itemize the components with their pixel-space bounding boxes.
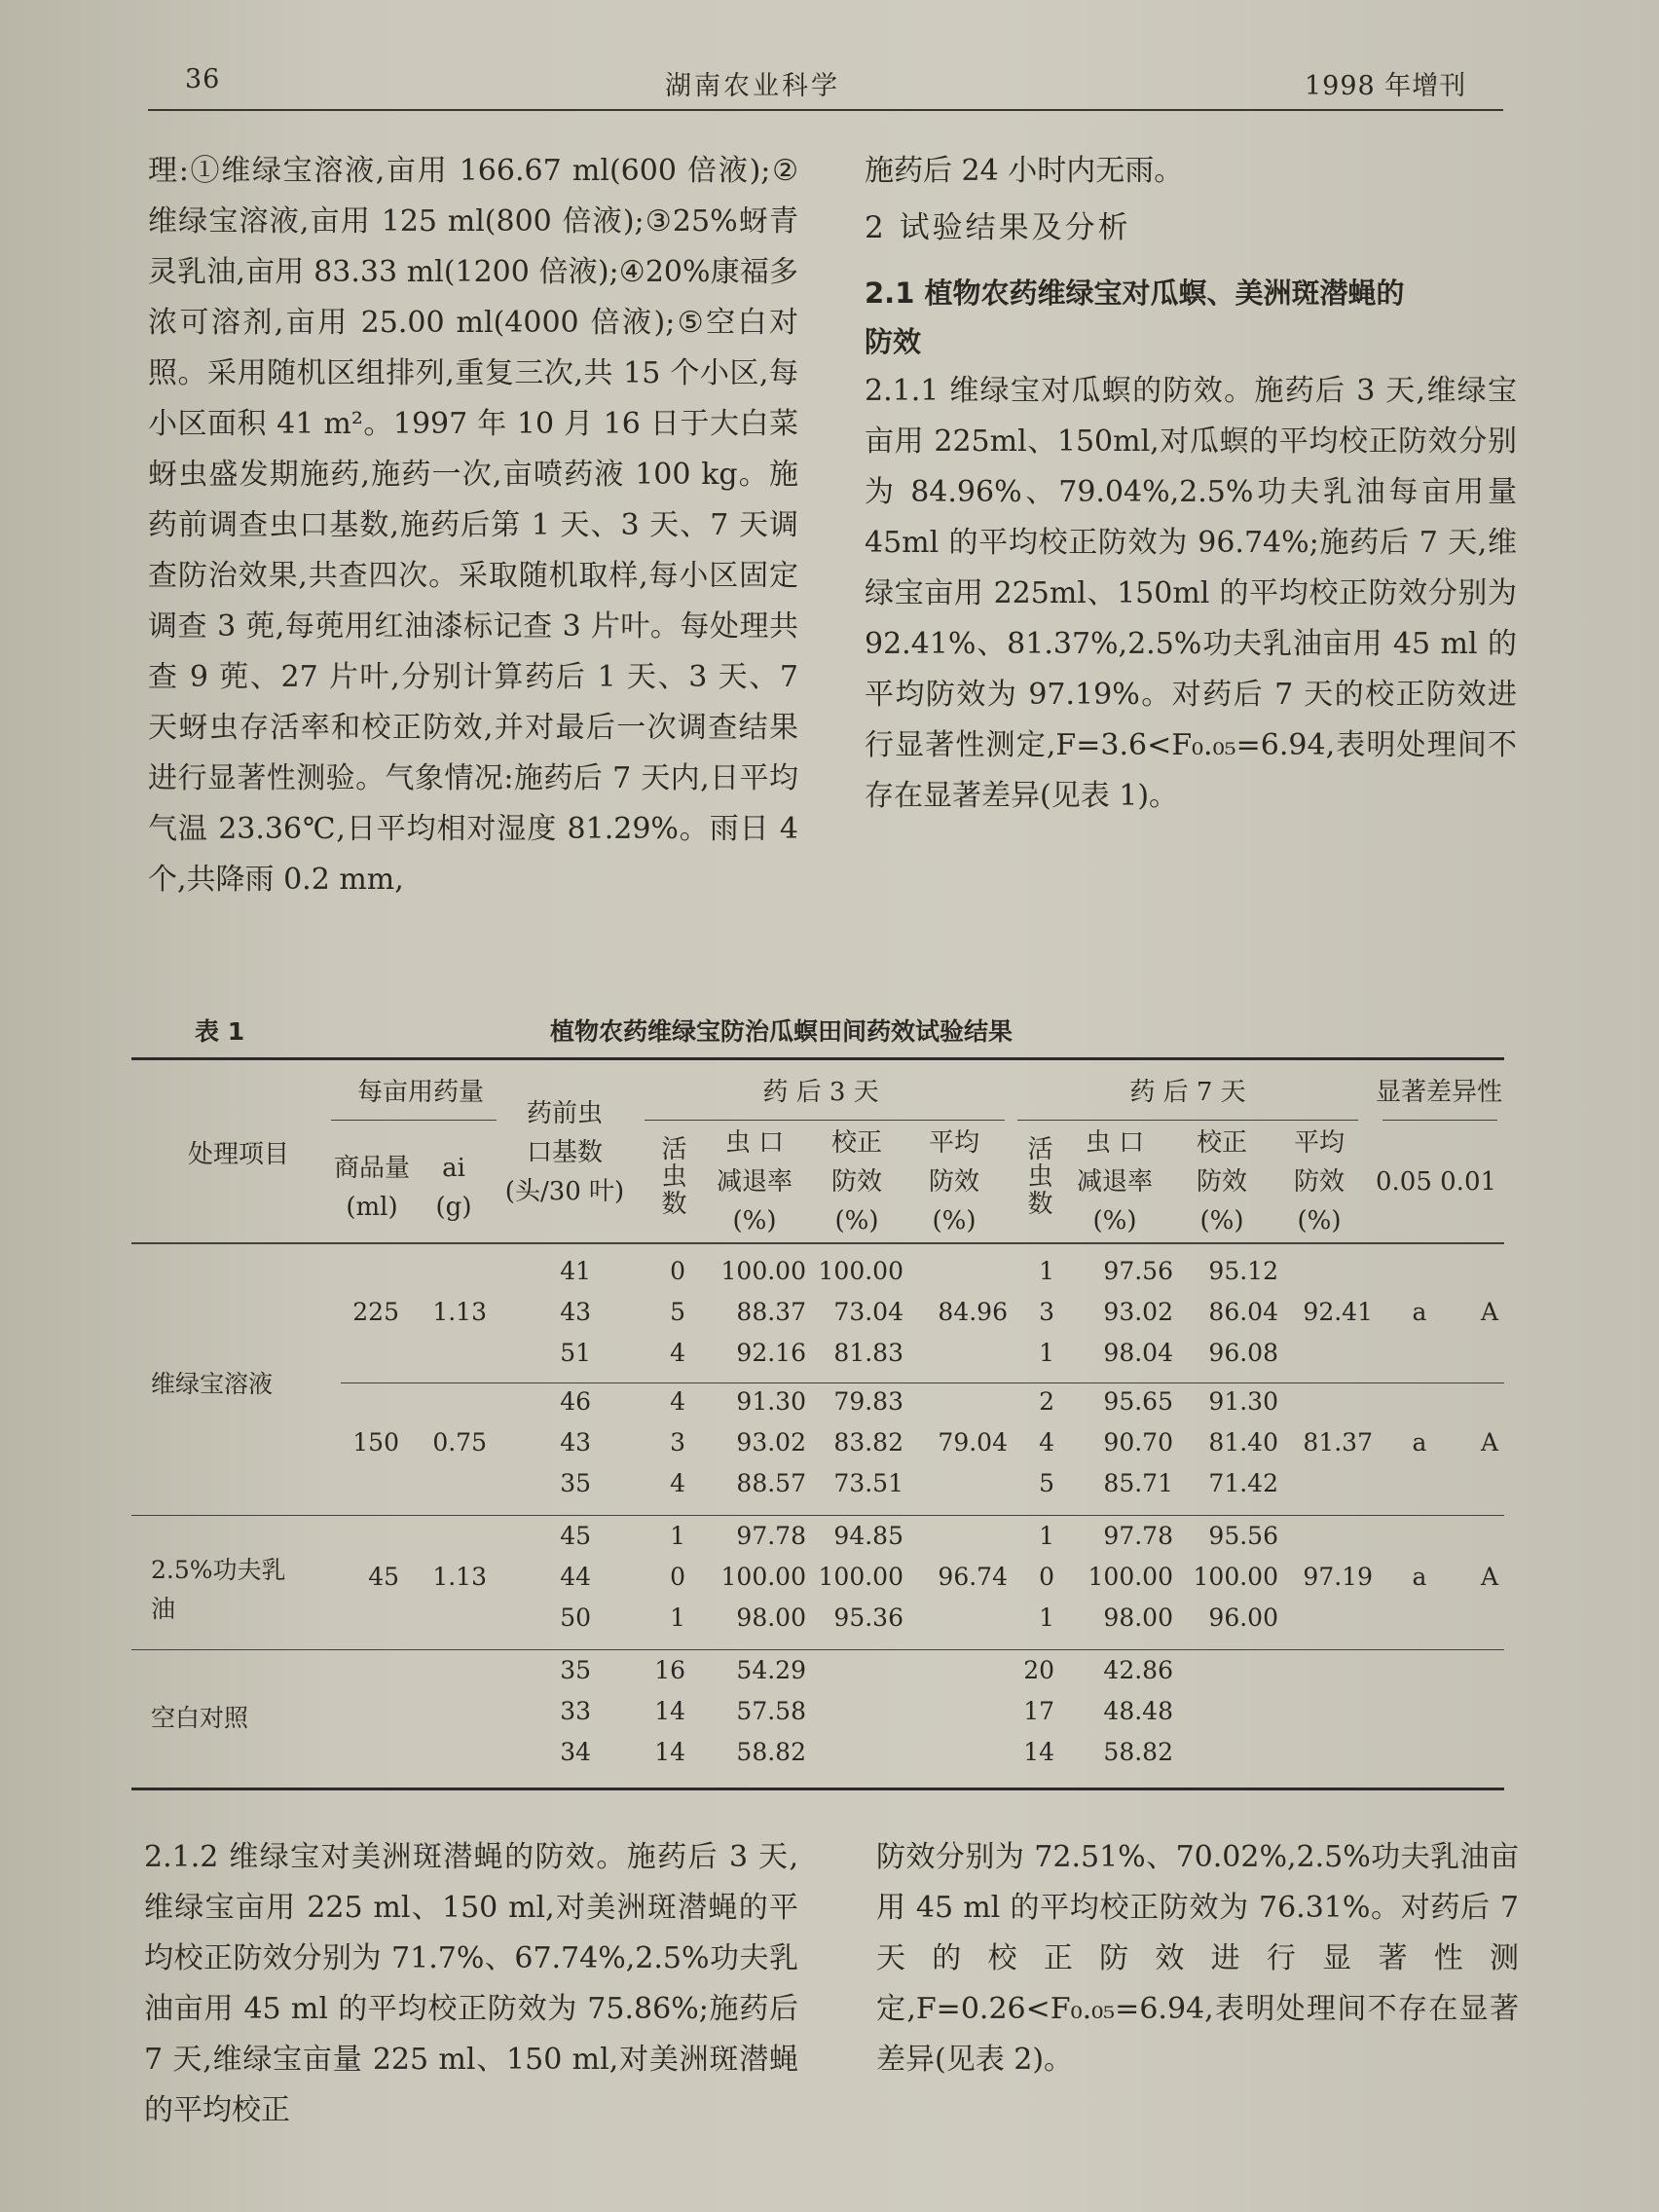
table-cell-avg3: 96.74 — [938, 1563, 1008, 1591]
table-cell-ai: 1.13 — [432, 1563, 487, 1591]
table-cell-product: 150 — [352, 1428, 399, 1456]
table-cell-s05: a — [1412, 1563, 1427, 1591]
table-cell-c7: 86.04 — [1208, 1298, 1278, 1326]
right-paragraph-1: 施药后 24 小时内无雨。 — [865, 154, 1184, 188]
table-cell-base: 43 — [560, 1428, 591, 1456]
table-cell-c7: 96.00 — [1208, 1604, 1278, 1632]
table-label: 表 1 — [195, 1017, 245, 1046]
header-base-3: (头/30 叶) — [504, 1177, 625, 1206]
table-cell-d3: 54.29 — [736, 1656, 806, 1684]
table-cell-d7: 95.65 — [1103, 1387, 1173, 1416]
table-cell-l3: 14 — [654, 1697, 685, 1725]
header-rule — [148, 109, 1503, 111]
header-significance-rule — [1382, 1120, 1497, 1121]
table-cell-d7: 97.56 — [1103, 1257, 1173, 1285]
table-cell-l3: 14 — [654, 1738, 685, 1766]
table-cell-d7: 90.70 — [1103, 1428, 1173, 1456]
header-day3-rule — [645, 1120, 1005, 1121]
table-cell-c3: 94.85 — [833, 1522, 903, 1550]
table-cell-base: 34 — [560, 1738, 591, 1766]
table-treatment-name-cont: 油 — [151, 1595, 176, 1623]
table-group-rule — [131, 1515, 1504, 1516]
table-cell-d7: 48.48 — [1103, 1697, 1173, 1725]
table-cell-base: 51 — [560, 1339, 591, 1367]
table-cell-base: 44 — [560, 1563, 591, 1591]
header-day7: 药 后 7 天 — [1129, 1078, 1246, 1107]
table-caption: 植物农药维绿宝防治瓜螟田间药效试验结果 — [550, 1017, 1014, 1046]
table-cell-avg7: 81.37 — [1303, 1428, 1373, 1456]
table-cell-d7: 98.04 — [1103, 1339, 1173, 1367]
table-header-rule — [131, 1242, 1504, 1244]
paragraph-2-1-2: 2.1.2 维绿宝对美洲斑潜蝇的防效。施药后 3 天,维绿宝亩用 225 ml、150 ml,对美洲斑潜蝇的平均校正防效分别为 71.7%、67.74%,2.5%功夫乳油亩用 45 ml 的平均校正防效为 75.86%;施药后 7 天,维绿宝亩量 225 ml、150 ml,对美洲斑潜蝇的平均校正 — [144, 1840, 798, 2127]
header-product-unit: (ml) — [346, 1193, 398, 1222]
header-dec3-1: 虫 口 — [724, 1128, 785, 1158]
table-cell-l3: 16 — [654, 1656, 685, 1684]
table-cell-base: 35 — [560, 1469, 591, 1497]
table-cell-d7: 98.00 — [1103, 1604, 1173, 1632]
journal-title: 湖南农业科学 — [665, 71, 840, 101]
header-dosage-rule — [331, 1120, 497, 1121]
table-cell-s05: a — [1412, 1428, 1427, 1456]
table-cell-l3: 1 — [670, 1604, 685, 1632]
table-dosage-rule — [341, 1382, 1504, 1383]
table-cell-l7: 1 — [1039, 1257, 1054, 1285]
table-cell-d3: 97.78 — [736, 1522, 806, 1550]
page-number: 36 — [185, 64, 221, 94]
table-cell-d7: 42.86 — [1103, 1656, 1173, 1684]
header-live-7: 活虫数 — [1023, 1135, 1052, 1217]
header-live-3: 活虫数 — [657, 1135, 686, 1217]
lower-left-column — [144, 1832, 798, 2136]
header-avg7-pct: (%) — [1297, 1206, 1342, 1235]
table-cell-d3: 100.00 — [720, 1257, 806, 1285]
table-cell-product: 45 — [368, 1563, 399, 1591]
table-cell-c7: 71.42 — [1208, 1469, 1278, 1497]
table-cell-l7: 20 — [1023, 1656, 1054, 1684]
table-cell-l7: 4 — [1039, 1428, 1054, 1456]
header-corr7-1: 校正 — [1196, 1128, 1248, 1158]
header-base-2: 口基数 — [526, 1138, 604, 1167]
table-cell-c7: 95.56 — [1208, 1522, 1278, 1550]
table-cell-d7: 100.00 — [1088, 1563, 1173, 1591]
table-cell-c7: 100.00 — [1193, 1563, 1278, 1591]
table-treatment-name: 维绿宝溶液 — [151, 1370, 274, 1398]
table-cell-ai: 0.75 — [432, 1428, 487, 1456]
header-avg7-2: 防效 — [1293, 1167, 1346, 1197]
table-cell-d3: 91.30 — [736, 1387, 806, 1416]
header-dec3-pct: (%) — [732, 1206, 777, 1235]
table-cell-d3: 88.37 — [736, 1298, 806, 1326]
table-cell-base: 46 — [560, 1387, 591, 1416]
header-corr7-pct: (%) — [1199, 1206, 1244, 1235]
table-cell-s01: A — [1480, 1428, 1499, 1456]
header-dec7-2: 减退率 — [1076, 1167, 1154, 1197]
table-cell-l3: 4 — [670, 1469, 685, 1497]
table-cell-l7: 1 — [1039, 1522, 1054, 1550]
table-cell-l3: 4 — [670, 1387, 685, 1416]
table-treatment-name: 2.5%功夫乳 — [151, 1556, 286, 1584]
table-cell-l7: 14 — [1023, 1738, 1054, 1766]
header-ai: ai — [442, 1154, 465, 1183]
table-cell-c7: 96.08 — [1208, 1339, 1278, 1367]
header-avg3-1: 平均 — [928, 1128, 980, 1158]
table-cell-l7: 1 — [1039, 1339, 1054, 1367]
table-cell-s05: a — [1412, 1298, 1427, 1326]
left-column — [148, 146, 798, 905]
table-cell-c3: 73.04 — [833, 1298, 903, 1326]
table-cell-base: 41 — [560, 1257, 591, 1285]
table-cell-l7: 2 — [1039, 1387, 1054, 1416]
table-cell-base: 35 — [560, 1656, 591, 1684]
table-cell-c3: 81.83 — [833, 1339, 903, 1367]
table-cell-c3: 79.83 — [833, 1387, 903, 1416]
lower-right-column — [876, 1832, 1519, 2085]
table-cell-l7: 1 — [1039, 1604, 1054, 1632]
header-product: 商品量 — [333, 1154, 411, 1183]
section-2-heading: 2 试验结果及分析 — [865, 210, 1131, 245]
header-ai-unit: (g) — [435, 1193, 472, 1222]
table-cell-l3: 0 — [670, 1257, 685, 1285]
table-cell-d3: 100.00 — [720, 1563, 806, 1591]
header-avg3-2: 防效 — [928, 1167, 980, 1197]
left-paragraph: 理:①维绿宝溶液,亩用 166.67 ml(600 倍液);②维绿宝溶液,亩用 125 ml(800 倍液);③25%蚜青灵乳油,亩用 83.33 ml(1200 倍液);④20%康福多浓可溶剂,亩用 25.00 ml(4000 倍液);⑤空白对照。采用随机区组排列,重复三次,共 15 个小区,每小区面积 41 m²。1997 年 10 月 16 日于大白菜蚜虫盛发期施药,施药一次,亩喷药液 100 kg。施药前调查虫口基数,施药后第 1 天、3 天、7 天调查防治效果,共查四次。采取随机取样,每小区固定调查 3 蔸,每蔸用红油漆标记查 3 片叶。每处理共查 9 蔸、27 片叶,分别计算药后 1 天、3 天、7 天蚜虫存活率和校正防效,并对最后一次调查结果进行显著性测验。气象情况:施药后 7 天内,日平均气温 23.36℃,日平均相对湿度 81.29%。雨日 4 个,共降雨 0.2 mm, — [148, 154, 798, 897]
table-cell-d7: 58.82 — [1103, 1738, 1173, 1766]
header-significance: 显著差异性 — [1375, 1078, 1503, 1107]
table-cell-s01: A — [1480, 1563, 1499, 1591]
table-cell-c3: 100.00 — [818, 1563, 903, 1591]
table-cell-l7: 5 — [1039, 1469, 1054, 1497]
issue-label: 1998 年增刊 — [1305, 71, 1467, 101]
table-top-rule — [131, 1057, 1504, 1060]
subsection-2-1-heading: 2.1 植物农药维绿宝对瓜螟、美洲斑潜蝇的 — [865, 276, 1405, 310]
header-day7-rule — [1017, 1120, 1358, 1121]
paragraph-2-1-2-cont: 防效分别为 72.51%、70.02%,2.5%功夫乳油亩用 45 ml 的平均校正防效为 76.31%。对药后 7 天的校正防效进行显著性测定,F=0.26<F₀.₀₅=6.94,表明处理间不存在显著差异(见表 2)。 — [876, 1840, 1519, 2077]
table-cell-d7: 97.78 — [1103, 1522, 1173, 1550]
table-cell-avg7: 92.41 — [1303, 1298, 1373, 1326]
table-cell-d7: 93.02 — [1103, 1298, 1173, 1326]
header-dec3-2: 减退率 — [716, 1167, 793, 1197]
header-sig-levels: 0.05 0.01 — [1375, 1167, 1497, 1197]
header-corr3-2: 防效 — [830, 1167, 883, 1197]
table-cell-base: 33 — [560, 1697, 591, 1725]
table-cell-c7: 81.40 — [1208, 1428, 1278, 1456]
subsection-2-1-heading-cont: 防效 — [865, 325, 922, 358]
paragraph-2-1-1: 2.1.1 维绿宝对瓜螟的防效。施药后 3 天,维绿宝亩用 225ml、150ml,对瓜螟的平均校正防效分别为 84.96%、79.04%,2.5%功夫乳油每亩用量 45ml 的平均校正防效为 96.74%;施药后 7 天,维绿宝亩用 225ml、150ml 的平均校正防效分别为 92.41%、81.37%,2.5%功夫乳油亩用 45 ml 的平均防效为 97.19%。对药后 7 天的校正防效进行显著性测定,F=3.6<F₀.₀₅=6.94,表明处理间不存在显著差异(见表 1)。 — [865, 374, 1517, 813]
header-corr3-1: 校正 — [830, 1128, 883, 1158]
table-cell-c3: 95.36 — [833, 1604, 903, 1632]
header-dosage: 每亩用药量 — [356, 1078, 485, 1107]
table-cell-d3: 57.58 — [736, 1697, 806, 1725]
header-day3: 药 后 3 天 — [762, 1078, 879, 1107]
table-cell-l3: 0 — [670, 1563, 685, 1591]
table-cell-l3: 1 — [670, 1522, 685, 1550]
table-cell-d3: 58.82 — [736, 1738, 806, 1766]
table-cell-c3: 83.82 — [833, 1428, 903, 1456]
table-bottom-rule — [131, 1788, 1504, 1790]
right-column — [865, 146, 1517, 822]
table-cell-base: 45 — [560, 1522, 591, 1550]
table-cell-l3: 4 — [670, 1339, 685, 1367]
header-dec7-pct: (%) — [1092, 1206, 1137, 1235]
table-cell-l3: 5 — [670, 1298, 685, 1326]
table-cell-l7: 3 — [1039, 1298, 1054, 1326]
table-cell-l7: 17 — [1023, 1697, 1054, 1725]
header-avg7-1: 平均 — [1293, 1128, 1346, 1158]
table-cell-d3: 98.00 — [736, 1604, 806, 1632]
table-cell-product: 225 — [352, 1298, 399, 1326]
header-base-1: 药前虫 — [526, 1099, 604, 1128]
table-cell-avg7: 97.19 — [1303, 1563, 1373, 1591]
table-cell-base: 43 — [560, 1298, 591, 1326]
header-treatment: 处理项目 — [187, 1140, 290, 1169]
table-group-rule — [131, 1649, 1504, 1650]
table-cell-ai: 1.13 — [432, 1298, 487, 1326]
table-cell-d3: 92.16 — [736, 1339, 806, 1367]
table-treatment-name: 空白对照 — [151, 1704, 249, 1732]
header-dec7-1: 虫 口 — [1085, 1128, 1145, 1158]
table-cell-d3: 93.02 — [736, 1428, 806, 1456]
header-avg3-pct: (%) — [932, 1206, 977, 1235]
table-cell-l7: 0 — [1039, 1563, 1054, 1591]
table-cell-d3: 88.57 — [736, 1469, 806, 1497]
table-cell-s01: A — [1480, 1298, 1499, 1326]
table-cell-c3: 73.51 — [833, 1469, 903, 1497]
table-cell-d7: 85.71 — [1103, 1469, 1173, 1497]
table-cell-avg3: 84.96 — [938, 1298, 1008, 1326]
table-cell-l3: 3 — [670, 1428, 685, 1456]
table-cell-c7: 91.30 — [1208, 1387, 1278, 1416]
table-cell-c3: 100.00 — [818, 1257, 903, 1285]
table-cell-c7: 95.12 — [1208, 1257, 1278, 1285]
header-corr3-pct: (%) — [834, 1206, 879, 1235]
header-corr7-2: 防效 — [1196, 1167, 1248, 1197]
table-cell-base: 50 — [560, 1604, 591, 1632]
table-cell-avg3: 79.04 — [938, 1428, 1008, 1456]
